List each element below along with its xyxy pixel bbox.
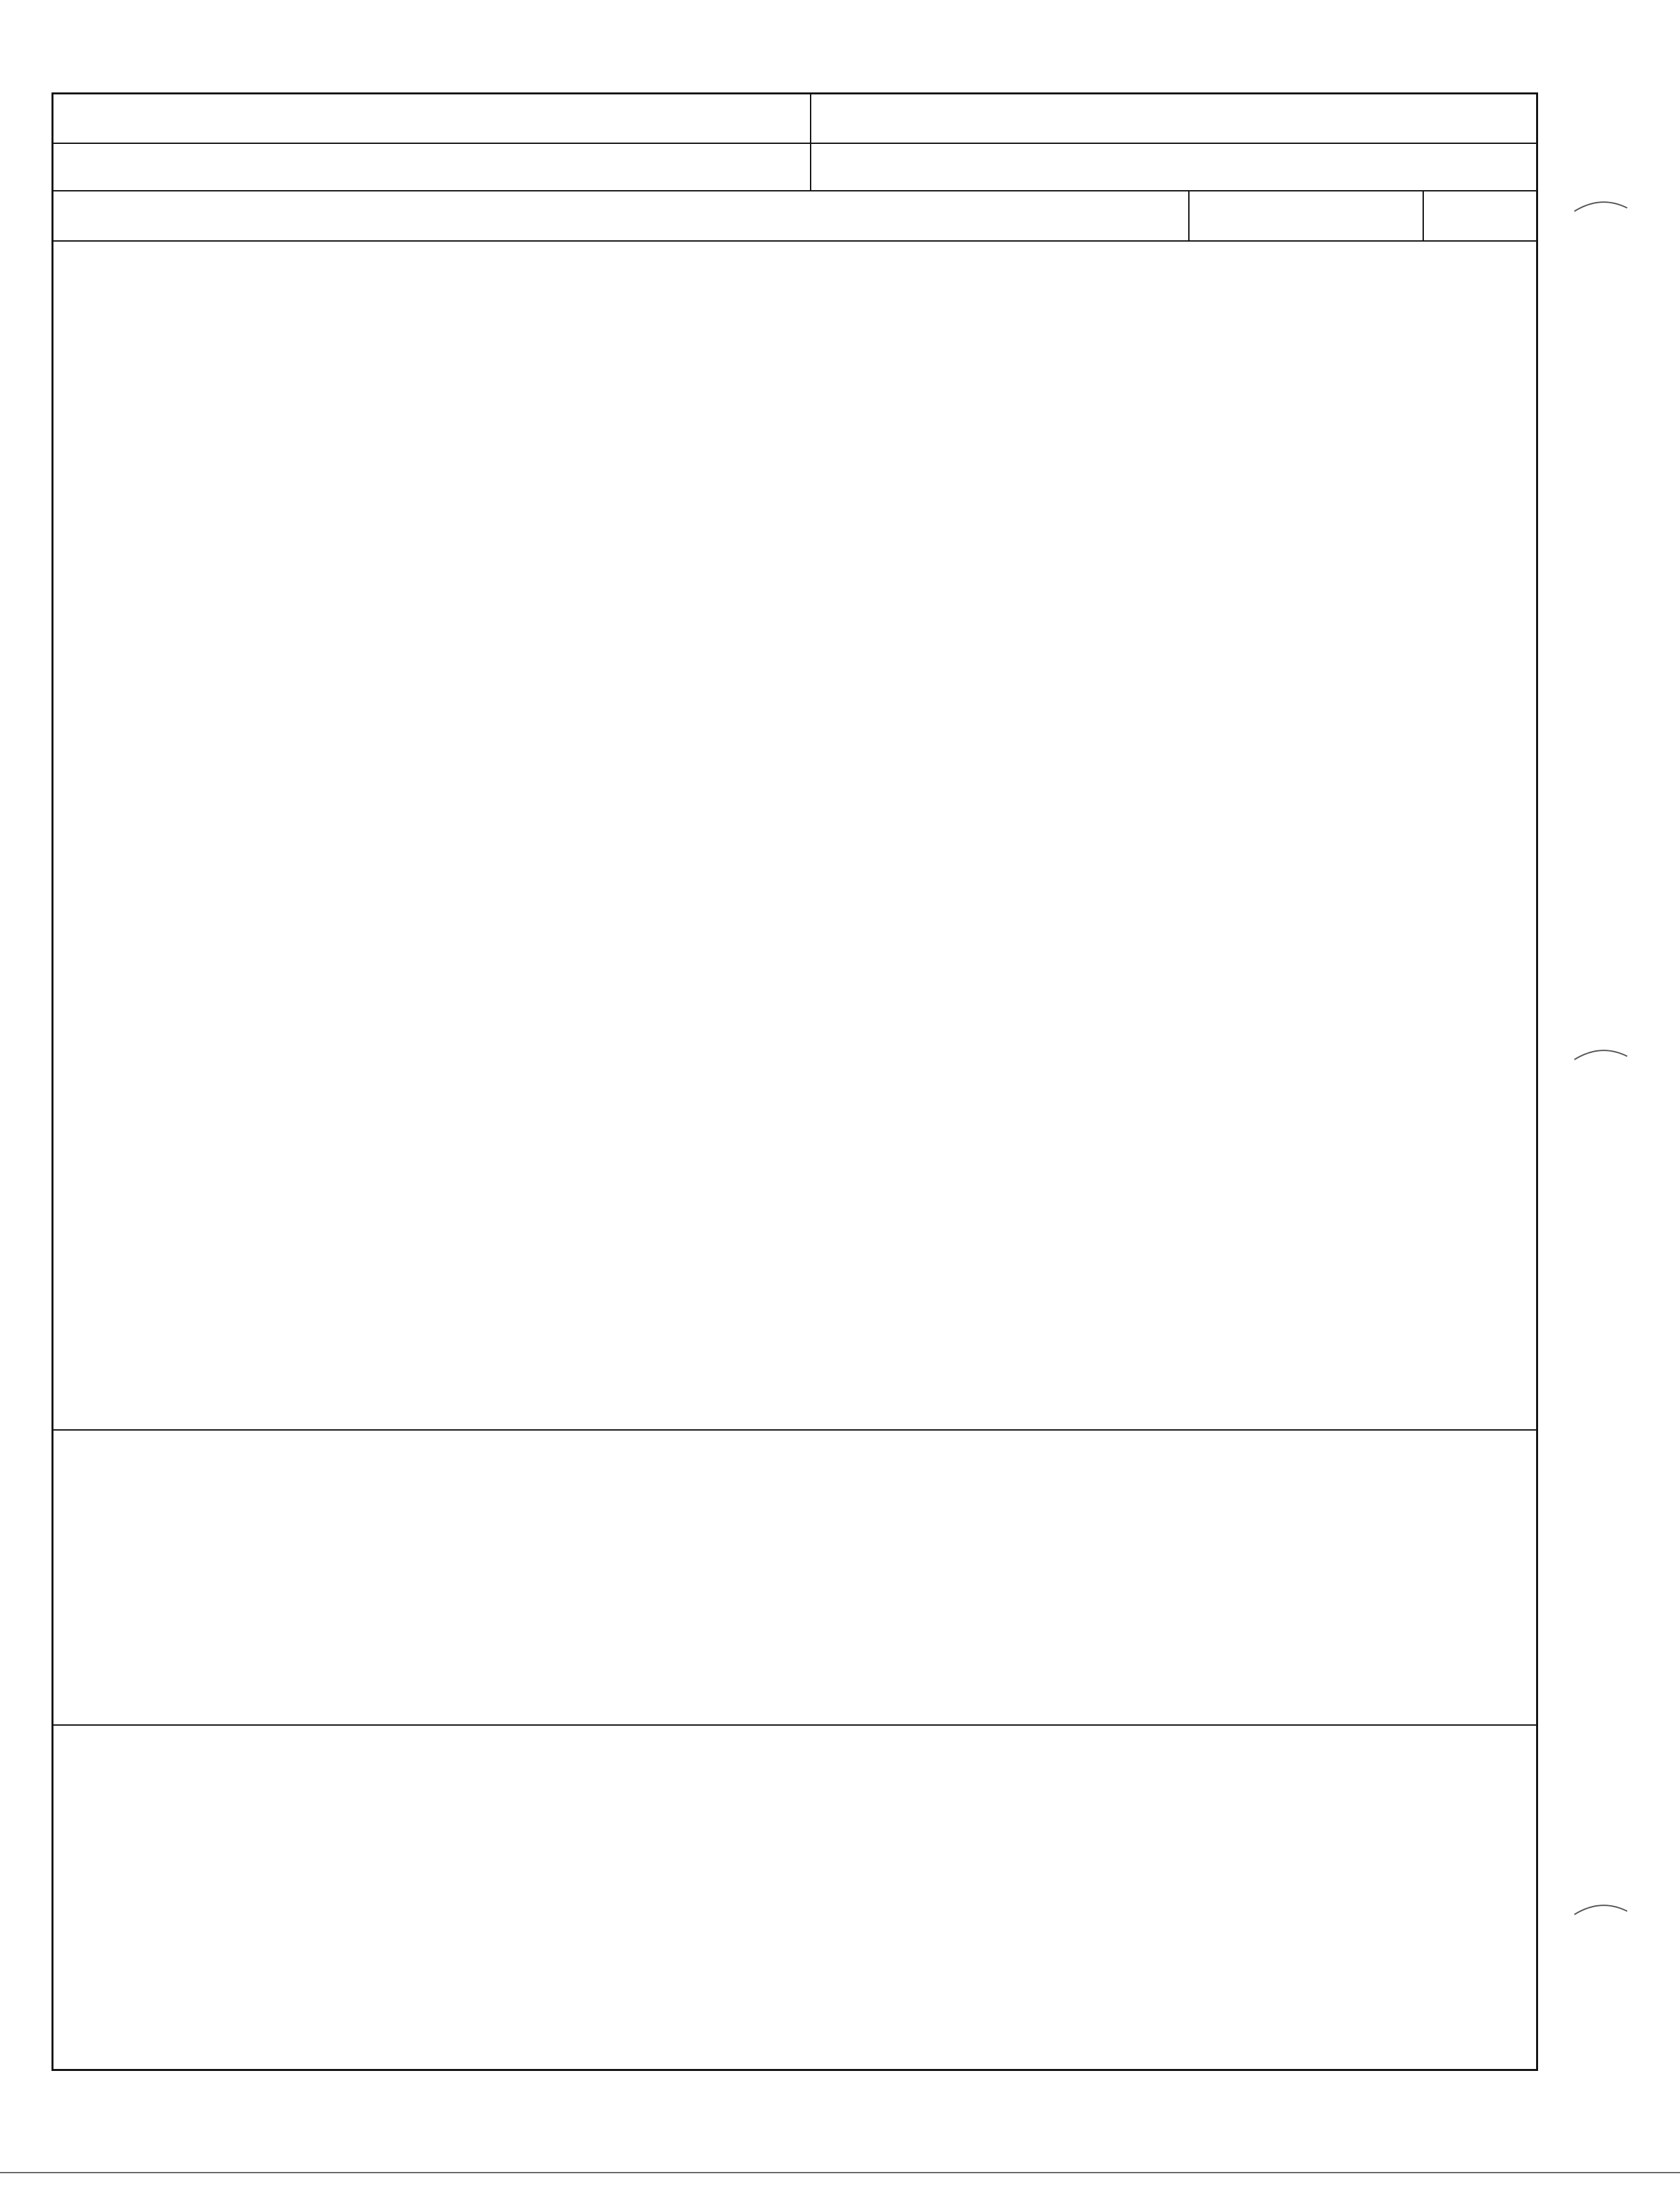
divider <box>51 190 1538 191</box>
other-marriages-header <box>63 1435 73 1455</box>
divider <box>51 1724 1538 1726</box>
bottom-rule <box>0 2172 1680 2173</box>
footer-note <box>61 2080 1546 2103</box>
binder-mark <box>1571 1040 1630 1066</box>
form-frame <box>51 92 1538 2071</box>
binder-mark <box>1571 1895 1630 1921</box>
divider <box>51 143 1538 144</box>
binder-mark <box>1571 191 1630 218</box>
divider <box>1423 190 1424 240</box>
page-header <box>1297 55 1338 95</box>
sources-header <box>63 1730 73 1749</box>
divider <box>51 240 1538 242</box>
divider <box>51 1429 1538 1431</box>
divider <box>810 92 811 190</box>
divider <box>1188 190 1190 240</box>
